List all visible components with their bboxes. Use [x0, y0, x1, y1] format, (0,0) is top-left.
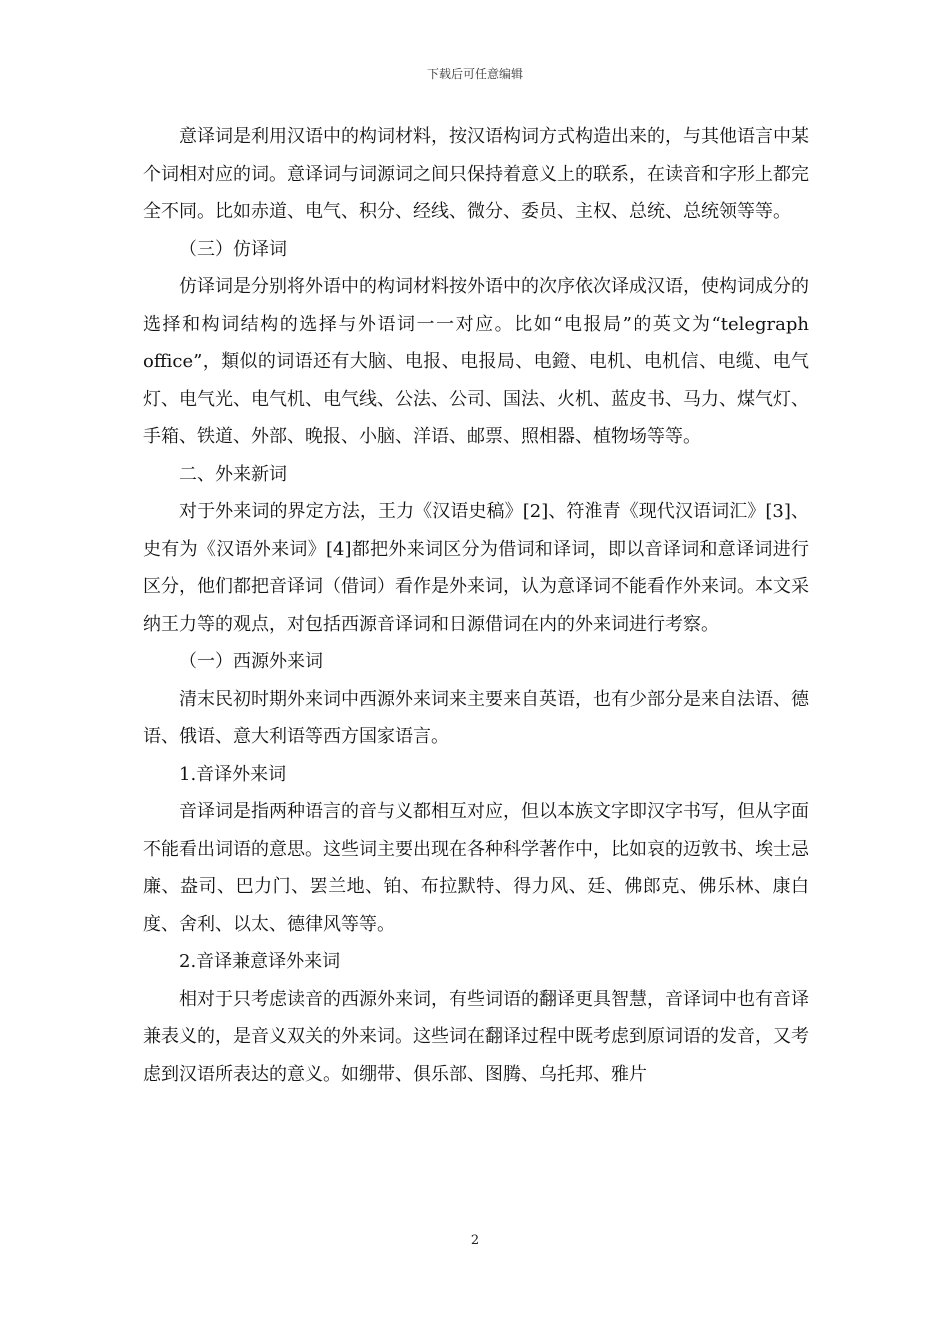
paragraph-xiyuan: 清末民初时期外来词中西源外来词来主要来自英语，也有少部分是来自法语、德语、俄语、意大利语等西方国家语言。	[143, 688, 809, 747]
document-body	[143, 118, 809, 1093]
heading-yinyi-wailaici: 1.音译外来词	[179, 763, 287, 785]
paragraph-jieding: 对于外来词的界定方法，王力《汉语史稿》[2]、符淮青《现代汉语词汇》[3]、史有为《汉语外来词》[4]都把外来词区分为借词和译词，即以音译词和意译词进行区分，他们都把音译词（借词）看作是外来词，认为意译词不能看作外来词。本文采纳王力等的观点，对包括西源音译词和日源借词在内的外来词进行考察。	[143, 501, 809, 635]
heading-xiyuan-wailaici: （一）西源外来词	[179, 651, 323, 672]
page-number: 2	[470, 1233, 480, 1248]
paragraph-fangyici: 仿译词是分别将外语中的构词材料按外语中的次序依次译成汉语，使构词成分的选择和构词结构的选择与外语词一一对应。比如“电报局”的英文为“telegraph office”，類似的词语还有大脑、电报、电报局、电鐙、电机、电机信、电缆、电气灯、电气光、电气机、电气线、公法、公司、国法、火机、蓝皮书、马力、煤气灯、手箱、铁道、外部、晚报、小脑、洋语、邮票、照相器、植物场等等。	[143, 276, 809, 447]
paragraph-yinyi-jian-yiyi: 相对于只考虑读音的西源外来词，有些词语的翻译更具智慧，音译词中也有音译兼表义的，是音义双关的外来词。这些词在翻译过程中既考虑到原词语的发音，又考虑到汉语所表达的意义。如绷带、俱乐部、图腾、乌托邦、雅片	[143, 988, 809, 1085]
paragraph-yinyi: 音译词是指两种语言的音与义都相互对应，但以本族文字即汉字书写，但从字面不能看出词语的意思。这些词主要出现在各种科学著作中，比如哀的迈敦书、埃士忌廉、盎司、巴力门、罢兰地、铂、布拉默特、得力风、廷、佛郎克、佛乐林、康白度、舍利、以太、德律风等等。	[143, 801, 809, 935]
heading-yinyi-jian-yiyi: 2.音译兼意译外来词	[179, 951, 341, 972]
page-header: 下载后可任意编辑	[426, 67, 523, 81]
heading-fangyici: （三）仿译词	[179, 238, 287, 260]
paragraph-yiyici: 意译词是利用汉语中的构词材料，按汉语构词方式构造出来的，与其他语言中某个词相对应的词。意译词与词源词之间只保持着意义上的联系，在读音和字形上都完全不同。比如赤道、电气、积分、经线、微分、委员、主权、总统、总统领等等。	[143, 126, 809, 222]
heading-wailai-xinci: 二、外来新词	[179, 463, 287, 485]
